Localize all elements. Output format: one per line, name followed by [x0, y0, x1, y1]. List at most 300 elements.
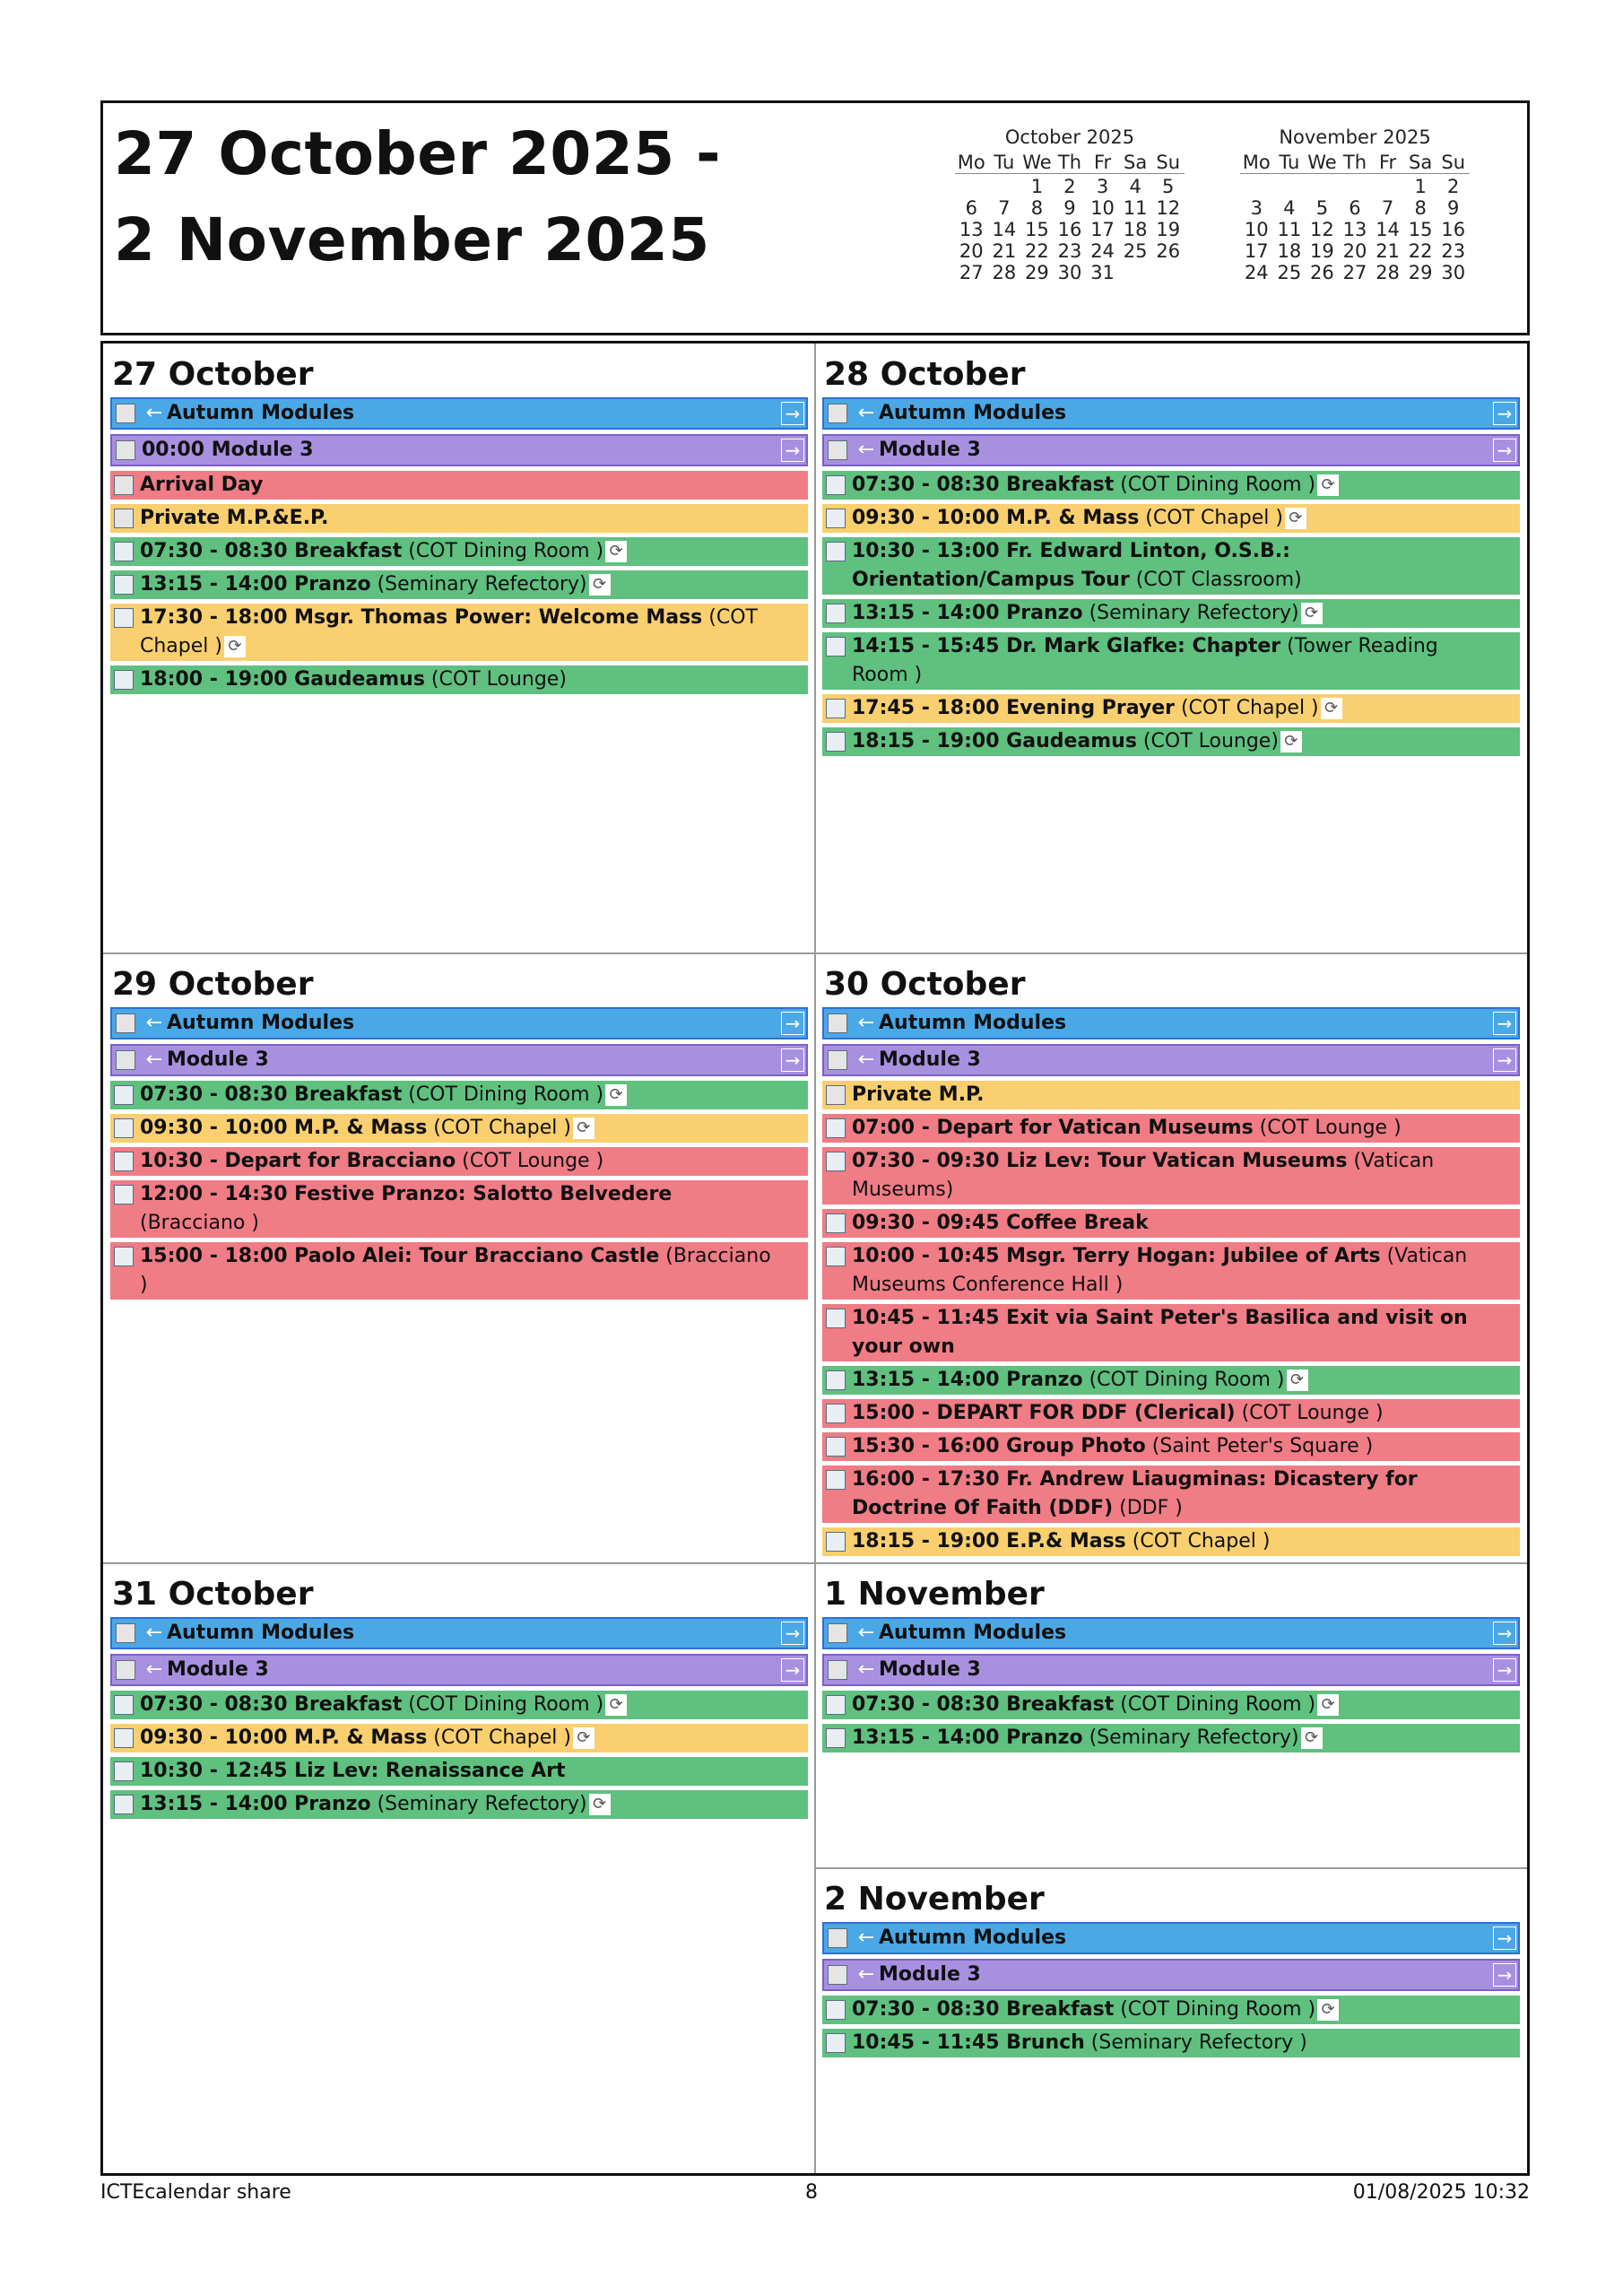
- footer-timestamp: 01/08/2025 10:32: [1352, 2181, 1530, 2204]
- date-cell[interactable]: 29: [1408, 262, 1433, 283]
- date-cell[interactable]: 20: [1342, 240, 1367, 262]
- checkbox-icon[interactable]: [116, 440, 135, 460]
- event-item[interactable]: [822, 1242, 1520, 1300]
- checkbox-icon[interactable]: [114, 1695, 134, 1715]
- date-cell[interactable]: 26: [1310, 262, 1334, 283]
- event-location: (Bracciano ): [140, 1212, 259, 1234]
- event-location: (Seminary Refectory): [1082, 602, 1299, 624]
- event-item[interactable]: [822, 1996, 1520, 2024]
- week-title-line-2: 2 November 2025: [114, 205, 710, 274]
- right-arrow-icon: →: [781, 1012, 804, 1035]
- checkbox-icon[interactable]: [114, 608, 134, 628]
- event-item[interactable]: [110, 434, 808, 466]
- date-cell[interactable]: 25: [1123, 240, 1148, 262]
- checkbox-icon[interactable]: [114, 1118, 134, 1138]
- weekday-label: We: [1022, 152, 1052, 173]
- date-cell[interactable]: [1240, 176, 1273, 197]
- checkbox-icon[interactable]: [114, 1761, 134, 1781]
- recurring-icon: ⟳: [589, 1794, 611, 1815]
- right-arrow-icon: →: [781, 1658, 804, 1682]
- week-row: [955, 176, 1185, 197]
- recurring-icon: ⟳: [605, 1694, 627, 1716]
- checkbox-icon[interactable]: [826, 699, 846, 718]
- checkbox-icon[interactable]: [826, 1309, 846, 1328]
- recurring-icon: ⟳: [1280, 731, 1302, 752]
- date-cell[interactable]: [1339, 176, 1372, 197]
- event-location: (COT Lounge): [1136, 730, 1279, 752]
- checkbox-icon[interactable]: [826, 1213, 846, 1233]
- date-cell[interactable]: 16: [1057, 219, 1082, 240]
- checkbox-icon[interactable]: [826, 1085, 846, 1105]
- right-arrow-icon: →: [781, 1048, 804, 1072]
- date-cell[interactable]: 28: [1376, 262, 1400, 283]
- day-title: 27 October: [112, 356, 314, 393]
- checkbox-icon[interactable]: [826, 1728, 846, 1748]
- event-location: (DDF ): [1113, 1497, 1183, 1519]
- day-cell[interactable]: [815, 1868, 1527, 2173]
- day-cell[interactable]: [103, 344, 815, 953]
- event-title: 10:45 - 11:45 Brunch: [852, 2031, 1085, 2054]
- day-cell[interactable]: [103, 1563, 815, 2173]
- checkbox-icon[interactable]: [114, 1185, 134, 1205]
- checkbox-icon[interactable]: [114, 575, 134, 595]
- date-cell[interactable]: [955, 176, 988, 197]
- date-cell[interactable]: 2: [1063, 176, 1076, 197]
- date-cell[interactable]: 30: [1441, 262, 1466, 283]
- date-cell[interactable]: [1273, 176, 1306, 197]
- mini-calendar-title: October 2025: [1004, 126, 1135, 148]
- event-location: (Seminary Refectory ): [1084, 2031, 1307, 2054]
- event-item[interactable]: [110, 1757, 808, 1786]
- date-cell[interactable]: [1371, 176, 1404, 197]
- event-location: (Seminary Refectory): [370, 1793, 587, 1815]
- date-cell[interactable]: 12: [1310, 219, 1334, 240]
- event-item[interactable]: [822, 1081, 1520, 1109]
- recurring-icon: ⟳: [573, 1118, 595, 1139]
- event-item[interactable]: [822, 1147, 1520, 1205]
- date-cell[interactable]: 11: [1277, 219, 1302, 240]
- date-cell[interactable]: 29: [1025, 262, 1049, 283]
- event-location: (COT Lounge ): [1253, 1117, 1402, 1139]
- right-arrow-icon: →: [781, 402, 804, 425]
- event-item[interactable]: [822, 694, 1520, 723]
- week-grid: [100, 341, 1530, 2176]
- date-cell[interactable]: 8: [1414, 197, 1427, 219]
- event-title: 15:00 - DEPART FOR DDF (Clerical): [852, 1402, 1236, 1424]
- checkbox-icon[interactable]: [116, 1623, 135, 1643]
- weekday-label: We: [1307, 152, 1337, 173]
- checkbox-icon[interactable]: [826, 1152, 846, 1171]
- event-title: 15:30 - 16:00 Group Photo: [852, 1435, 1146, 1457]
- date-cell[interactable]: [988, 176, 1021, 197]
- recurring-icon: ⟳: [1287, 1370, 1308, 1391]
- checkbox-icon[interactable]: [828, 440, 847, 460]
- weekday-label: Sa: [1124, 152, 1148, 173]
- day-title: 30 October: [824, 966, 1026, 1003]
- event-item[interactable]: [822, 1304, 1520, 1361]
- date-cell[interactable]: 1: [1414, 176, 1427, 197]
- recurring-icon: ⟳: [1285, 508, 1306, 529]
- checkbox-icon[interactable]: [826, 1695, 846, 1715]
- event-title: Autumn Modules: [879, 1012, 1067, 1034]
- event-title: 10:45 - 11:45 Exit via Saint Peter's Basilica and visit on your own: [852, 1307, 1468, 1358]
- left-arrow-icon: ←: [857, 1622, 875, 1644]
- week-row: [1240, 176, 1470, 197]
- checkbox-icon[interactable]: [114, 1728, 134, 1748]
- checkbox-icon[interactable]: [828, 1928, 847, 1948]
- event-title: 09:30 - 10:00 M.P. & Mass: [140, 1117, 428, 1139]
- event-location: (Seminary Refectory): [370, 573, 587, 596]
- date-cell[interactable]: 22: [1025, 240, 1049, 262]
- weekday-label: Su: [1441, 152, 1466, 173]
- event-item[interactable]: [822, 504, 1520, 533]
- event-title: 17:30 - 18:00 Msgr. Thomas Power: Welcome Mass: [140, 606, 703, 629]
- left-arrow-icon: ←: [145, 1012, 163, 1034]
- date-cell[interactable]: 14: [992, 219, 1017, 240]
- left-arrow-icon: ←: [145, 1048, 163, 1071]
- day-cell[interactable]: [103, 953, 815, 1563]
- checkbox-icon[interactable]: [828, 404, 847, 423]
- event-item[interactable]: [110, 1654, 808, 1686]
- checkbox-icon[interactable]: [828, 1623, 847, 1643]
- checkbox-icon[interactable]: [116, 1660, 135, 1680]
- date-cell[interactable]: 8: [1030, 197, 1044, 219]
- event-location: (Tower Reading Room ): [852, 635, 1438, 686]
- event-title: Autumn Modules: [879, 1622, 1067, 1644]
- date-cell[interactable]: 5: [1315, 197, 1329, 219]
- event-location: (COT Dining Room ): [1114, 1998, 1316, 2021]
- event-title: 07:30 - 08:30 Breakfast: [140, 1693, 403, 1716]
- event-location: (COT Lounge): [424, 668, 567, 691]
- date-cell[interactable]: 5: [1162, 176, 1175, 197]
- event-title: 10:00 - 10:45 Msgr. Terry Hogan: Jubilee of Arts: [852, 1245, 1381, 1267]
- date-cell[interactable]: 23: [1441, 240, 1466, 262]
- checkbox-icon[interactable]: [826, 1370, 846, 1390]
- checkbox-icon[interactable]: [114, 1795, 134, 1814]
- event-item[interactable]: [110, 1007, 808, 1039]
- date-cell[interactable]: 20: [959, 240, 984, 262]
- event-location: (COT Classroom): [1129, 569, 1302, 591]
- event-title: Autumn Modules: [167, 402, 355, 424]
- event-item[interactable]: [822, 471, 1520, 500]
- event-item[interactable]: [822, 2029, 1520, 2057]
- event-item[interactable]: [822, 1366, 1520, 1395]
- date-cell[interactable]: 3: [1250, 197, 1263, 219]
- day-cell[interactable]: [815, 1563, 1527, 1868]
- date-cell[interactable]: 13: [959, 219, 984, 240]
- date-cell[interactable]: 21: [1376, 240, 1400, 262]
- event-location: (COT Chapel ): [427, 1726, 571, 1749]
- checkbox-icon[interactable]: [826, 542, 846, 561]
- date-cell[interactable]: 17: [1244, 240, 1269, 262]
- event-title: 07:30 - 08:30 Breakfast: [140, 1083, 403, 1106]
- right-arrow-icon: →: [1493, 1926, 1516, 1950]
- event-item[interactable]: [110, 537, 808, 566]
- event-item[interactable]: [822, 1114, 1520, 1143]
- date-cell[interactable]: 31: [1090, 262, 1115, 283]
- date-cell[interactable]: 2: [1447, 176, 1460, 197]
- event-item[interactable]: [822, 1007, 1520, 1039]
- checkbox-icon[interactable]: [116, 404, 135, 423]
- right-arrow-icon: →: [781, 439, 804, 462]
- event-item[interactable]: [822, 1691, 1520, 1719]
- week-row: [955, 219, 1185, 240]
- day-cell[interactable]: [815, 953, 1527, 1563]
- event-item[interactable]: [822, 537, 1520, 595]
- date-cell[interactable]: 11: [1123, 197, 1148, 219]
- week-row: [955, 262, 1185, 283]
- event-item[interactable]: [110, 1691, 808, 1719]
- event-item[interactable]: [822, 1209, 1520, 1238]
- footer-left: ICTEcalendar share: [100, 2181, 291, 2204]
- date-cell[interactable]: 19: [1156, 219, 1181, 240]
- event-item[interactable]: [822, 1432, 1520, 1461]
- checkbox-icon[interactable]: [826, 732, 846, 752]
- date-cell[interactable]: 24: [1090, 240, 1115, 262]
- weekday-label: Th: [1342, 152, 1367, 173]
- recurring-icon: ⟳: [589, 574, 611, 596]
- event-item[interactable]: [110, 604, 808, 661]
- event-item[interactable]: [110, 397, 808, 430]
- event-title: Autumn Modules: [879, 402, 1067, 424]
- date-cell[interactable]: 9: [1063, 197, 1076, 219]
- recurring-icon: ⟳: [1301, 1727, 1323, 1749]
- weekday-label: Su: [1156, 152, 1181, 173]
- left-arrow-icon: ←: [857, 1048, 875, 1071]
- event-title: 07:30 - 08:30 Breakfast: [140, 540, 403, 562]
- left-arrow-icon: ←: [857, 1012, 875, 1034]
- date-cell[interactable]: 12: [1156, 197, 1181, 219]
- event-item[interactable]: [110, 504, 808, 533]
- event-title: Module 3: [879, 439, 981, 461]
- checkbox-icon[interactable]: [116, 1013, 135, 1033]
- event-item[interactable]: [110, 1044, 808, 1076]
- event-title: Module 3: [879, 1658, 981, 1681]
- date-cell[interactable]: 16: [1441, 219, 1466, 240]
- recurring-icon: ⟳: [605, 541, 627, 562]
- date-cell[interactable]: 22: [1408, 240, 1433, 262]
- event-item[interactable]: [822, 1922, 1520, 1954]
- weekday-label: Tu: [994, 152, 1015, 173]
- checkbox-icon[interactable]: [826, 509, 846, 528]
- week-row: [955, 197, 1185, 219]
- event-title: Module 3: [879, 1048, 981, 1071]
- date-cell[interactable]: 4: [1129, 176, 1141, 197]
- checkbox-icon[interactable]: [114, 670, 134, 690]
- event-title: 09:30 - 10:00 M.P. & Mass: [852, 507, 1140, 529]
- event-list: [822, 397, 1520, 761]
- date-cell[interactable]: 3: [1096, 176, 1109, 197]
- event-item[interactable]: [822, 397, 1520, 430]
- checkbox-icon[interactable]: [114, 542, 134, 561]
- event-title: Arrival Day: [140, 474, 264, 496]
- checkbox-icon[interactable]: [826, 1532, 846, 1552]
- day-title: 31 October: [112, 1576, 314, 1613]
- event-location: (COT Chapel ): [1125, 1530, 1271, 1552]
- right-arrow-icon: →: [1493, 439, 1516, 462]
- day-cell[interactable]: [815, 344, 1527, 953]
- weekday-header-row: [1240, 152, 1470, 174]
- checkbox-icon[interactable]: [114, 509, 134, 528]
- event-item[interactable]: [822, 1044, 1520, 1076]
- event-title: 13:15 - 14:00 Pranzo: [852, 1726, 1083, 1749]
- right-arrow-icon: →: [1493, 1658, 1516, 1682]
- right-arrow-icon: →: [1493, 402, 1516, 425]
- recurring-icon: ⟳: [1317, 474, 1339, 496]
- date-cell[interactable]: 15: [1025, 219, 1049, 240]
- left-arrow-icon: ←: [145, 402, 163, 424]
- date-cell[interactable]: 10: [1244, 219, 1269, 240]
- event-item[interactable]: [110, 570, 808, 599]
- checkbox-icon[interactable]: [114, 1152, 134, 1171]
- event-location: (Vatican Museums Conference Hall ): [852, 1245, 1468, 1296]
- weekday-label: Th: [1057, 152, 1082, 173]
- checkbox-icon[interactable]: [826, 604, 846, 623]
- checkbox-icon[interactable]: [826, 2033, 846, 2053]
- checkbox-icon[interactable]: [828, 1965, 847, 1985]
- date-cell[interactable]: 23: [1057, 240, 1082, 262]
- date-cell[interactable]: 13: [1342, 219, 1367, 240]
- checkbox-icon[interactable]: [826, 1118, 846, 1138]
- event-location: (COT Dining Room ): [402, 1693, 604, 1716]
- weekday-label: Tu: [1279, 152, 1300, 173]
- checkbox-icon[interactable]: [826, 1470, 846, 1490]
- weekday-label: Fr: [1378, 152, 1397, 173]
- date-cell[interactable]: [1119, 262, 1152, 283]
- event-item[interactable]: [110, 665, 808, 694]
- event-title: 07:30 - 08:30 Breakfast: [852, 1693, 1115, 1716]
- event-title: 10:30 - Depart for Bracciano: [140, 1150, 456, 1172]
- checkbox-icon[interactable]: [826, 1247, 846, 1266]
- event-item[interactable]: [822, 1399, 1520, 1428]
- event-title: 16:00 - 17:30 Fr. Andrew Liaugminas: Dicastery for Doctrine Of Faith (DDF): [852, 1468, 1418, 1519]
- date-cell[interactable]: 17: [1090, 219, 1115, 240]
- date-cell[interactable]: 27: [959, 262, 984, 283]
- date-cell[interactable]: 26: [1156, 240, 1181, 262]
- event-location: (COT Dining Room ): [1082, 1369, 1285, 1391]
- event-item[interactable]: [110, 471, 808, 500]
- date-cell[interactable]: 28: [992, 262, 1017, 283]
- event-item[interactable]: [822, 632, 1520, 690]
- left-arrow-icon: ←: [857, 1926, 875, 1949]
- date-cell[interactable]: 18: [1123, 219, 1148, 240]
- day-title: 2 November: [824, 1881, 1045, 1918]
- week-row: [1240, 219, 1470, 240]
- checkbox-icon[interactable]: [828, 1050, 847, 1070]
- date-cell[interactable]: 24: [1244, 262, 1269, 283]
- date-cell[interactable]: 21: [992, 240, 1017, 262]
- event-item[interactable]: [822, 434, 1520, 466]
- checkbox-icon[interactable]: [114, 1085, 134, 1105]
- event-item[interactable]: [110, 1147, 808, 1176]
- event-item[interactable]: [822, 599, 1520, 628]
- event-item[interactable]: [110, 1114, 808, 1143]
- checkbox-icon[interactable]: [826, 475, 846, 495]
- right-arrow-icon: →: [1493, 1622, 1516, 1645]
- week-header: [100, 100, 1530, 335]
- event-item[interactable]: [110, 1242, 808, 1300]
- event-item[interactable]: [110, 1724, 808, 1752]
- checkbox-icon[interactable]: [114, 1247, 134, 1266]
- date-cell[interactable]: 7: [998, 197, 1011, 219]
- event-title: Autumn Modules: [167, 1622, 355, 1644]
- event-location: (Bracciano ): [140, 1245, 771, 1296]
- checkbox-icon[interactable]: [116, 1050, 135, 1070]
- date-cell[interactable]: 4: [1283, 197, 1296, 219]
- weekday-label: Sa: [1409, 152, 1433, 173]
- date-cell[interactable]: 18: [1277, 240, 1302, 262]
- date-cell[interactable]: 1: [1030, 176, 1044, 197]
- event-item[interactable]: [110, 1180, 808, 1238]
- event-location: (COT Chapel ): [427, 1117, 571, 1139]
- date-cell[interactable]: 14: [1376, 219, 1400, 240]
- event-title: 07:30 - 08:30 Breakfast: [852, 474, 1115, 496]
- date-cell[interactable]: 7: [1381, 197, 1394, 219]
- event-item[interactable]: [822, 1959, 1520, 1991]
- event-list: [822, 1617, 1520, 1757]
- right-arrow-icon: →: [1493, 1012, 1516, 1035]
- event-location: (COT Dining Room ): [402, 540, 604, 562]
- recurring-icon: ⟳: [1301, 603, 1323, 624]
- event-item[interactable]: [110, 1617, 808, 1649]
- event-item[interactable]: [822, 1654, 1520, 1686]
- date-cell[interactable]: 6: [1349, 197, 1361, 219]
- event-item[interactable]: [822, 1724, 1520, 1752]
- checkbox-icon[interactable]: [828, 1013, 847, 1033]
- date-cell[interactable]: 15: [1408, 219, 1433, 240]
- event-title: Module 3: [167, 1658, 269, 1681]
- event-title: 15:00 - 18:00 Paolo Alei: Tour Bracciano Castle: [140, 1245, 660, 1267]
- event-item[interactable]: [110, 1790, 808, 1819]
- checkbox-icon[interactable]: [826, 1437, 846, 1457]
- checkbox-icon[interactable]: [828, 1660, 847, 1680]
- day-title: 1 November: [824, 1576, 1045, 1613]
- event-list: [822, 1007, 1520, 1561]
- event-title: 10:30 - 13:00 Fr. Edward Linton, O.S.B.: Orientation/Campus Tour: [852, 540, 1290, 591]
- event-title: Private M.P.&E.P.: [140, 507, 329, 529]
- date-cell[interactable]: [1306, 176, 1339, 197]
- event-item[interactable]: [822, 1527, 1520, 1556]
- date-cell[interactable]: 27: [1342, 262, 1367, 283]
- date-cell[interactable]: [1151, 262, 1185, 283]
- date-cell[interactable]: 19: [1310, 240, 1334, 262]
- date-cell[interactable]: 9: [1447, 197, 1460, 219]
- date-cell[interactable]: 6: [965, 197, 977, 219]
- date-cell[interactable]: 10: [1090, 197, 1115, 219]
- event-title: 14:15 - 15:45 Dr. Mark Glafke: Chapter: [852, 635, 1281, 657]
- event-item[interactable]: [822, 727, 1520, 756]
- event-title: 07:30 - 09:30 Liz Lev: Tour Vatican Museums: [852, 1150, 1348, 1172]
- date-cell[interactable]: 30: [1057, 262, 1082, 283]
- checkbox-icon[interactable]: [826, 1404, 846, 1423]
- left-arrow-icon: ←: [145, 1622, 163, 1644]
- week-row: [1240, 262, 1470, 283]
- event-title: 10:30 - 12:45 Liz Lev: Renaissance Art: [140, 1760, 566, 1782]
- week-title-line-1: 27 October 2025 -: [114, 119, 722, 188]
- checkbox-icon[interactable]: [826, 637, 846, 657]
- date-cell[interactable]: 25: [1277, 262, 1302, 283]
- event-list: [110, 1007, 808, 1304]
- day-title: 28 October: [824, 356, 1026, 393]
- event-item[interactable]: [822, 1465, 1520, 1523]
- event-item[interactable]: [822, 1617, 1520, 1649]
- mini-calendar-october: [955, 126, 1185, 283]
- event-item[interactable]: [110, 1081, 808, 1109]
- checkbox-icon[interactable]: [114, 475, 134, 495]
- checkbox-icon[interactable]: [826, 2000, 846, 2020]
- recurring-icon: ⟳: [1317, 1999, 1339, 2021]
- event-title: Module 3: [879, 1963, 981, 1986]
